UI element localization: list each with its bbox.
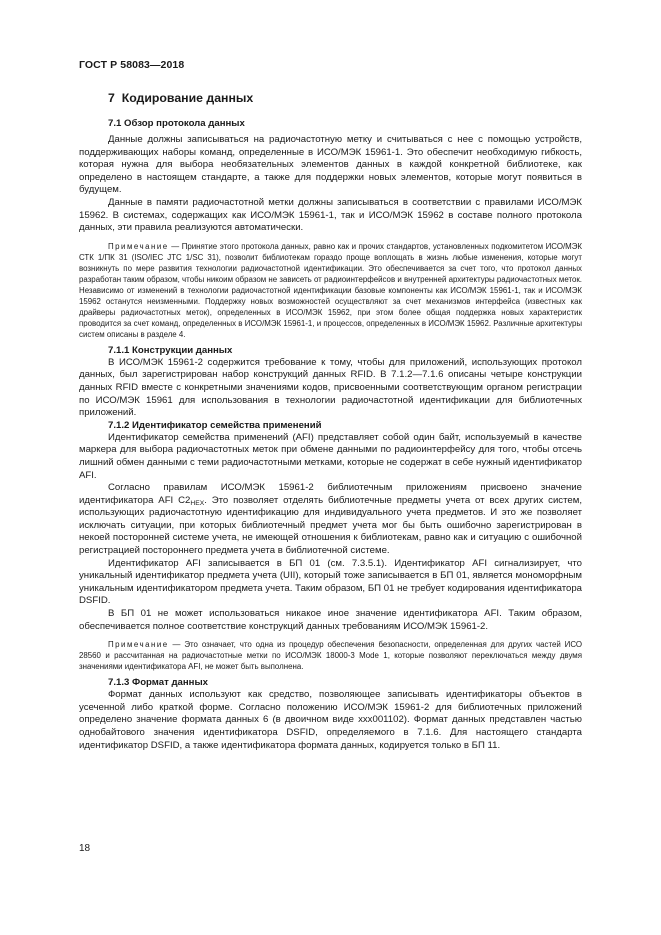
document-header: ГОСТ Р 58083—2018 [79,59,185,71]
text-run: . Это позволяет отделять библиотечные предметы учета от всех других систем, использующих радиочастотную идентификацию для индивидуального учета предметов. И это же позволяет исключать ситуации, при которых библиотечный предмет учета мог бы быть ошибочно зарегистрирован в некоей посторонней системе учета, не имеющей отношения к библиотекам, равно как и ситуацию с ошибочной регистрацией постороннего предмета учета в библиотечной системе. [79,494,582,557]
note-label: Примечание [108,640,169,650]
note-paragraph [79,639,582,672]
section-number: 7 [108,91,115,105]
paragraph: Формат данных используют как средство, позволяющее записывать идентификаторы объектов в усеченной либо краткой форме. Согласно положению ИСО/МЭК 15961-2 для библиотечных приложений определено значение формата данных 6 (в двоичном виде ххх001102). Формат данных представлен частью однобайтового значения идентификатора DSFID, определяемого в 7.1.6. Для настоящего стандарта идентификатор DSFID, а также идентификатора формата данных, кодируется только в БП 11. [79,689,582,751]
paragraph: Идентификатор семейства применений (AFI) представляет собой один байт, используемый в качестве маркера для выбора радиочастотных меток при обмене данными по радиоинтерфейсу для того, чтобы отсечь лишний обмен данными с теми радиочастотными метками, которые не содержат в себе нужный идентификатор AFI. [79,431,582,481]
page-content [79,90,582,752]
paragraph: Идентификатор AFI записывается в БП 01 (см. 7.3.5.1). Идентификатор AFI сигнализирует, что уникальный идентификатор предмета учета (UII), который тоже записывается в БП 01, является мономорфным уникальным идентификатором предмета учета. Таким образом, БП 01 не требует кодирования идентификатора DSFID. [79,557,582,607]
paragraph: Данные в памяти радиочастотной метки должны записываться в соответствии с правилами ИСО/МЭК 15962. В системах, содержащих как ИСО/МЭК 15961-1, так и ИСО/МЭК 15962 в составе полного протокола данных, эти правила реализуются автоматически. [79,196,582,234]
section-title [79,90,582,106]
note-paragraph [79,241,582,340]
note-text: — Принятие этого протокола данных, равно как и прочих стандартов, установленных подкомитетом ИСО/МЭК СТК 1/ПК 31 (ISO/IEC JTC 1/SC 31), позволит библиотекам гораздо проще воплощать в жизнь любые изменения, которые могут возникнуть по мере развития технологии радиочастотной идентификации. Это обеспечивается за счет того, что протокол данных разработан таким образом, чтобы никоим образом не зависеть от радиоинтерфейсов и внутренней архитектуры радиочастотных меток. Независимо от изменений в технологии радиочастотной идентификации базовые компоненты как ИСО/МЭК 15961-1, так и ИСО/МЭК 15962 останутся неизменными. Поддержку новых возможностей осуществляют за счет механизмов интерфейса (известных как драйверы радиочастотных меток), определенных в ИСО/МЭК 15962, при этом более общая поддержка новых характеристик проводится за счет команд, определенных в ИСО/МЭК 15961-1, и процессов, определенных в ИСО/МЭК 15962. Различные архитектуры систем описаны в разделе 4. [79,241,582,339]
subsection-title-7-1-1: 7.1.1 Конструкции данных [108,344,233,356]
paragraph: В БП 01 не может использоваться никакое иное значение идентификатора AFI. Таким образом, обеспечивается полное соответствие конструкций данных требованиям ИСО/МЭК 15961-2. [79,608,582,632]
paragraph: Данные должны записываться на радиочастотную метку и считываться с нее с помощью устройств, поддерживающих наборы команд, определенные в ИСО/МЭК 15961-1. Это обеспечит необходимую гибкость, которая нужна для выбора необязательных элементов данных в каждой конкретной библиотеке, как определено в настоящем стандарте, а также для поддержки новых элементов, которые могут появиться в будущем. [79,134,582,196]
subsection-title-7-1-2: 7.1.2 Идентификатор семейства применений [108,419,322,431]
subsection-title-7-1: 7.1 Обзор протокола данных [108,118,245,129]
note-text: — Это означает, что одна из процедур обеспечения безопасности, определенная для других частей ИСО 28560 и рассчитанная на радиочастотные метки по ИСО/МЭК 18000-3 Mode 1, которые позволяют переключаться между двумя значениями идентификатора AFI, не может быть выполнена. [79,640,582,672]
page-number: 18 [79,843,91,854]
subsection-title-7-1-3: 7.1.3 Формат данных [108,677,208,689]
paragraph: В ИСО/МЭК 15961-2 содержится требование к тому, чтобы для приложений, использующих протокол данных, был зарегистрирован набор конструкций данных RFID. В 7.1.2—7.1.6 описаны четыре конструкции данных RFID вместе с конкретными значениями кодов, присвоенными соответствующим органом регистрации по ИСО/МЭК 15961 для использования в технологии радиочастотной идентификации для библиотечных приложений. [79,356,582,419]
note-block [79,241,582,340]
note-block [79,639,582,672]
text-run: Согласно правилам ИСО/МЭК 15961-2 библиотечным приложениям присвоено значение идентификатора AFI C2 [79,482,582,506]
subscript: HEX [190,499,205,507]
paragraph [79,482,582,558]
section-heading: Кодирование данных [121,91,254,105]
note-label: Примечание [108,241,169,251]
